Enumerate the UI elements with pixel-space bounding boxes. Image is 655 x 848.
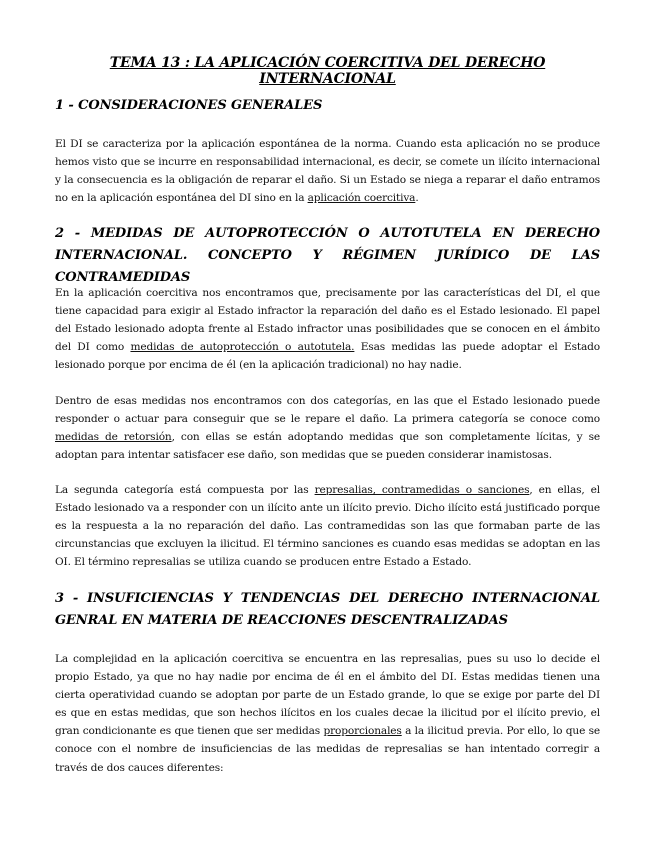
section-2-paragraph-2: Dentro de esas medidas nos encontramos con dos categorías, en las que el Estado lesionado puede responder o actuar para conseguir que se le repare el daño. La primera categoría se conoce como medidas de retorsión, con ellas se están adoptando medidas que son completamente lícitas, y se adoptan para intentar satisfacer ese daño, son medidas que se pueden considerar inamistosas. [55, 395, 600, 462]
section-2-paragraph-3: La segunda categoría está compuesta por las represalias, contramedidas o sanciones, en ellas, el Estado lesionado va a responder con un ilícito ante un ilícito previo. Dicho ilícito está justificado porque es la respuesta a la no reparación del daño. Las contramedidas son las que formaban parte de las circunstancias que excluyen la ilicitud. El término sanciones es cuando esas medidas se adoptan en las OI. El término represalias se utiliza cuando se producen entre Estado a Estado. [55, 484, 600, 569]
underlined-term: medidas de autoprotección o autotutela. [130, 341, 355, 354]
section-2-paragraph-1: En la aplicación coercitiva nos encontramos que, precisamente por las características del DI, el que tiene capacidad para exigir al Estado infractor la reparación del daño es el Estado lesionado. El papel del Estado lesionado adopta frente al Estado infractor unas posibilidades que se conocen en el ámbito del DI como medidas de autoprotección o autotutela. Esas medidas las puede adoptar el Estado lesionado porque por encima de él (en la aplicación tradicional) no hay nadie. [55, 287, 600, 372]
section-2-heading: 2 - MEDIDAS DE AUTOPROTECCIÓN O AUTOTUTELA EN DERECHO INTERNACIONAL. CONCEPTO Y RÉGIMEN JURÍDICO DE LAS CONTRAMEDIDAS [55, 226, 600, 285]
section-1-heading: 1 - CONSIDERACIONES GENERALES [55, 98, 323, 113]
underlined-term: medidas de retorsión [55, 431, 172, 444]
underlined-term: represalias, contramedidas o sanciones [314, 484, 530, 496]
section-1-paragraph-1: El DI se caracteriza por la aplicación espontánea de la norma. Cuando esta aplicación no se produce hemos visto que se incurre en responsabilidad internacional, es decir, se comete un ilícito internacional y la consecuencia es la obligación de reparar el daño. Si un Estado se niega a reparar el daño entramos no en la aplicación espontánea del DI sino en la aplicación coercitiva. [55, 138, 600, 205]
section-3-heading: 3 - INSUFICIENCIAS Y TENDENCIAS DEL DERECHO INTERNACIONAL GENRAL EN MATERIA DE REACCIONES DESCENTRALIZADAS [55, 591, 600, 628]
underlined-term: aplicación coercitiva [307, 192, 416, 205]
section-3-paragraph-1: La complejidad en la aplicación coercitiva se encuentra en las represalias, pues su uso lo decide el propio Estado, ya que no hay nadie por encima de él en el ámbito del DI. Estas medidas tienen una cierta operatividad cuando se adoptan por parte de un Estado grande, lo que se exige por parte del DI es que en estas medidas, que son hechos ilícitos en los cuales decae la ilicitud por el ilícito previo, el gran condicionante es que tienen que ser medidas proporcionales a la ilicitud previa. Por ello, lo que se conoce con el nombre de insuficiencias de las medidas de represalias se han intentado corregir a través de dos cauces diferentes: [55, 653, 600, 774]
underlined-term: proporcionales [323, 725, 402, 738]
document-title: TEMA 13 : LA APLICACIÓN COERCITIVA DEL DERECHO INTERNACIONAL [109, 55, 546, 87]
